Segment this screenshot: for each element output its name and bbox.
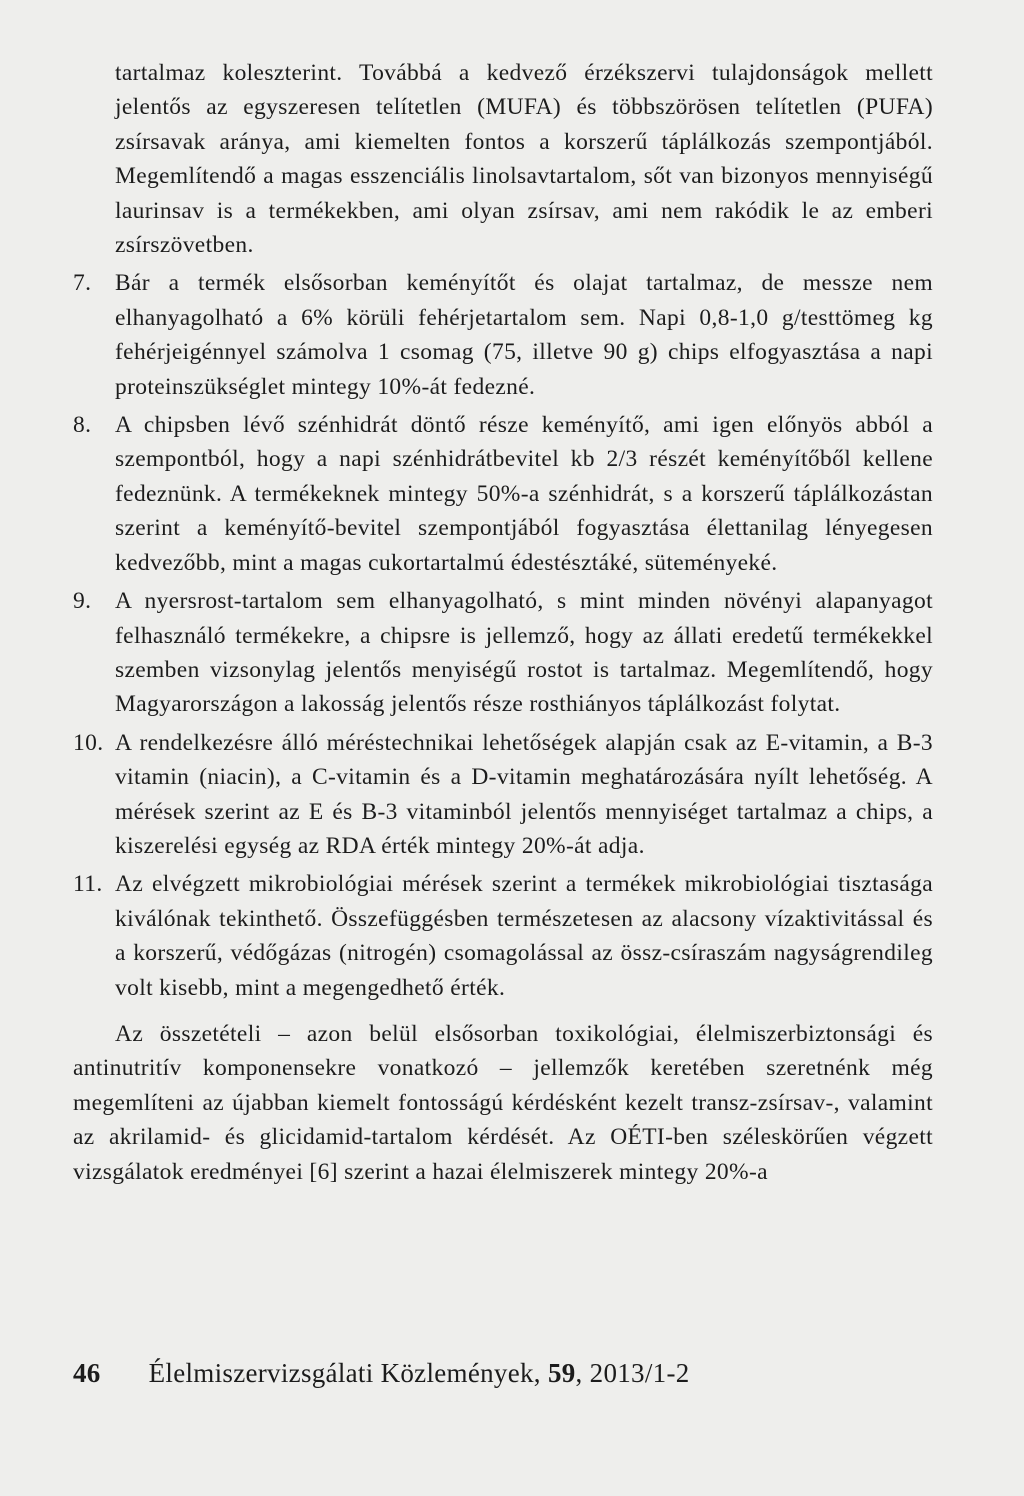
item-number: 8. <box>73 412 92 439</box>
journal-issue: , 2013/1-2 <box>575 1358 690 1388</box>
item-text: A rendelkezésre álló méréstechnikai lehetőségek alapján csak az E-vitamin, a B-3 vitamin (niacin), a C-vitamin és a D-vitamin meghatározására nyílt lehetőség. A mérések szerint az E és B-3 vitaminból jelentős mennyiséget tartalmaz a chips, a kiszerelési egység az RDA érték mintegy 20%-át adja. <box>115 729 933 859</box>
item-number: 10. <box>73 729 104 756</box>
item-number: 9. <box>73 588 92 615</box>
journal-title: Élelmiszervizsgálati Közlemények, <box>148 1358 541 1388</box>
list-item <box>73 266 933 404</box>
item-text: Az elvégzett mikrobiológiai mérések szerint a termékek mikrobiológiai tisztasága kiválónak tekinthető. Összefüggésben természetesen az alacsony vízaktivitással és a korszerű, védőgázas (nitrogén) csomagolással az össz-csíraszám nagyságrendileg volt kisebb, mint a megengedhető érték. <box>115 871 933 1001</box>
list-item <box>73 408 933 580</box>
list-item <box>73 867 933 1005</box>
item-text: A nyersrost-tartalom sem elhanyagolható, s mint minden növényi alapanyagot felhasználó termékekre, a chipsre is jellemző, hogy az állati eredetű termékekkel szemben vizsonylag jelentős menyiségű rostot is tartalmaz. Megemlítendő, hogy Magyarországon a lakosság jelentős része rosthiányos táplálkozást folytat. <box>115 588 933 718</box>
item-number: 11. <box>73 871 103 898</box>
journal-volume: 59 <box>547 1358 576 1388</box>
item-text: A chipsben lévő szénhidrát döntő része keményítő, ami igen előnyös abból a szempontból, hogy a napi szénhidrátbevitel kb 2/3 részét keményítőből kellene fedeznünk. A termékeknek mintegy 50%-a szénhidrát, s a korszerű táplálkozástan szerint a keményítő-bevitel szempontjából fogyasztása élettanilag lényegesen kedvezőbb, mint a magas cukortartalmú édestésztáké, süteményeké. <box>115 412 933 576</box>
item-text: Bár a termék elsősorban keményítőt és olajat tartalmaz, de messze nem elhanyagolható a 6% körüli fehérjetartalom sem. Napi 0,8-1,0 g/testtömeg kg fehérjeigénnyel számolva 1 csomag (75, illetve 90 g) chips elfogyasztása a napi proteinszükséglet mintegy 10%-át fedezné. <box>115 270 933 400</box>
continuation-paragraph: tartalmaz koleszterint. Továbbá a kedvező érzékszervi tulajdonságok mellett jelentős az egyszeresen telítetlen (MUFA) és többszörösen telítetlen (PUFA) zsírsavak aránya, ami kiemelten fontos a korszerű táplálkozás szempontjából. Megemlítendő a magas esszenciális linolsavtartalom, sőt van bizonyos mennyiségű laurinsav is a termékekben, ami olyan zsírsav, ami nem rakódik le az emberi zsírszövetben. <box>115 60 933 259</box>
closing-paragraph: Az összetételi – azon belül elsősorban toxikológiai, élelmiszerbiztonsági és antinutritív komponensekre vonatkozó – jellemzők keretében szeretnénk még megemlíteni az újabban kiemelt fontosságú kérdésként kezelt transz-zsírsav-, valamint az akrilamid- és glicidamid-tartalom kérdését. Az OÉTI-ben széleskörűen végzett vizsgálatok eredményei [6] szerint a hazai élelmiszerek mintegy 20%-a <box>73 1020 933 1185</box>
page-number: 46 <box>73 1358 101 1388</box>
item-number: 7. <box>73 270 92 297</box>
page-footer <box>73 1358 933 1389</box>
body-text <box>73 56 933 1213</box>
list-item <box>73 584 933 722</box>
list-item <box>73 726 933 864</box>
